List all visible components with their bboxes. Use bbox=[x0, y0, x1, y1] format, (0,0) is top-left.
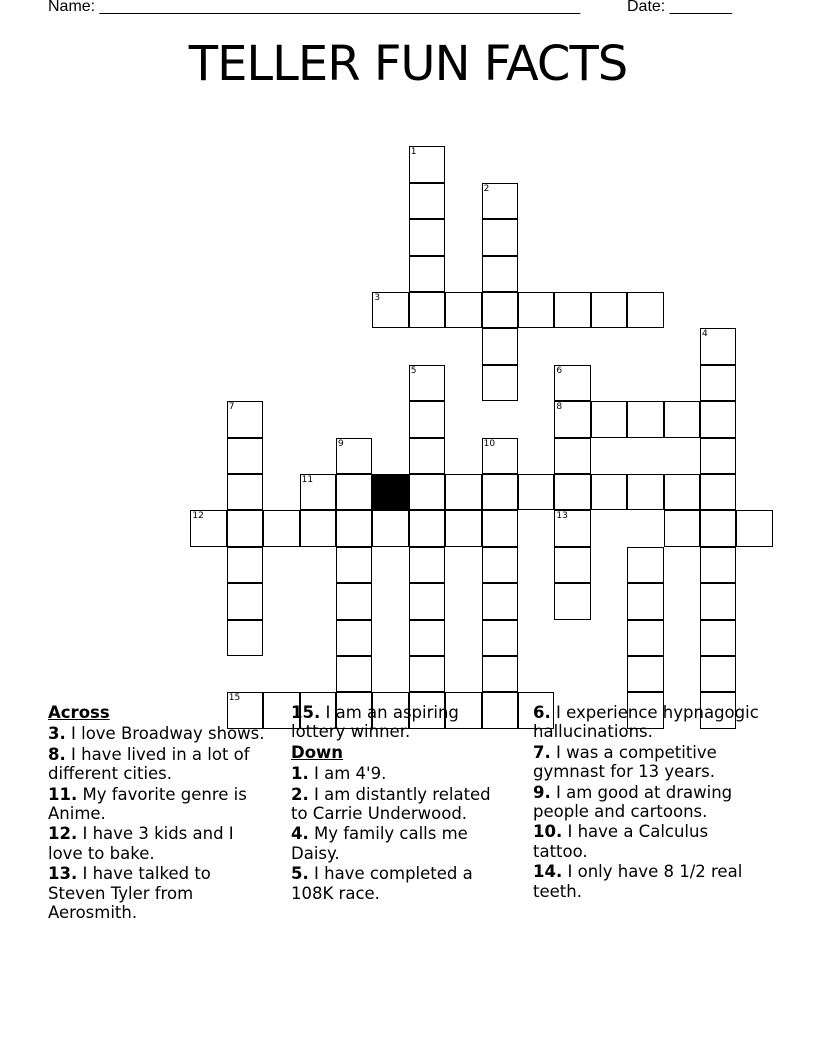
grid-cell[interactable] bbox=[409, 401, 445, 437]
grid-cell[interactable] bbox=[591, 401, 627, 437]
grid-cell[interactable] bbox=[700, 656, 736, 692]
grid-cell[interactable] bbox=[445, 510, 481, 546]
date-field-label: Date: _______ bbox=[627, 0, 732, 15]
clue-number: 2 bbox=[483, 183, 490, 194]
grid-cell[interactable] bbox=[409, 474, 445, 510]
page-title: TELLER FUN FACTS bbox=[188, 36, 628, 92]
grid-cell[interactable] bbox=[409, 656, 445, 692]
clue-column-1 bbox=[48, 703, 273, 923]
clue-down-5: 5. I have completed a 108K race. bbox=[291, 864, 473, 903]
clue-number: 10 bbox=[483, 438, 496, 449]
grid-cell[interactable] bbox=[409, 219, 445, 255]
clue-down-2: 2. I am distantly related to Carrie Underwood. bbox=[291, 784, 491, 824]
down-heading: Down bbox=[291, 742, 344, 762]
grid-cell[interactable] bbox=[336, 438, 372, 474]
grid-cell[interactable] bbox=[482, 183, 518, 219]
grid-cell[interactable] bbox=[700, 583, 736, 619]
clue-down-4: 4. My family calls me Daisy. bbox=[291, 824, 468, 863]
grid-cell[interactable] bbox=[409, 183, 445, 219]
grid-cell[interactable] bbox=[700, 328, 736, 364]
grid-cell[interactable] bbox=[336, 656, 372, 692]
grid-cell[interactable] bbox=[700, 620, 736, 656]
grid-cell[interactable] bbox=[518, 292, 554, 328]
grid-cell[interactable] bbox=[700, 365, 736, 401]
clue-across-13: 13. I have talked to Steven Tyler from Aerosmith. bbox=[48, 864, 211, 923]
grid-cell[interactable] bbox=[227, 620, 263, 656]
grid-cell[interactable] bbox=[554, 438, 590, 474]
clue-number: 5 bbox=[410, 365, 417, 376]
grid-cell[interactable] bbox=[627, 656, 663, 692]
clue-number: 8 bbox=[556, 402, 563, 413]
grid-cell[interactable] bbox=[700, 438, 736, 474]
grid-cell[interactable] bbox=[372, 510, 408, 546]
grid-cell[interactable] bbox=[263, 510, 299, 546]
clue-down-6: 6. I experience hypnagogic hallucinations. bbox=[533, 703, 759, 742]
grid-cell[interactable] bbox=[336, 583, 372, 619]
grid-cell[interactable] bbox=[591, 292, 627, 328]
clue-column-2 bbox=[291, 703, 506, 904]
grid-cell[interactable] bbox=[227, 510, 263, 546]
grid-cell[interactable] bbox=[409, 256, 445, 292]
grid-cell[interactable] bbox=[482, 219, 518, 255]
grid-cell[interactable] bbox=[409, 547, 445, 583]
grid-cell[interactable] bbox=[554, 547, 590, 583]
clue-down-10: 10. I have a Calculus tattoo. bbox=[533, 822, 709, 861]
grid-cell[interactable] bbox=[227, 474, 263, 510]
grid-cell[interactable] bbox=[336, 547, 372, 583]
grid-cell[interactable] bbox=[554, 292, 590, 328]
across-heading: Across bbox=[48, 703, 110, 722]
grid-cell[interactable] bbox=[409, 583, 445, 619]
clue-across-8: 8. I have lived in a lot of different cities. bbox=[48, 744, 250, 784]
grid-cell[interactable] bbox=[227, 583, 263, 619]
clue-across-15: 15. I am an aspiring lottery winner. bbox=[291, 703, 459, 742]
grid-cell[interactable] bbox=[482, 656, 518, 692]
grid-cell[interactable] bbox=[445, 474, 481, 510]
grid-cell[interactable] bbox=[409, 146, 445, 182]
clue-across-12: 12. I have 3 kids and I love to bake. bbox=[48, 824, 234, 863]
clue-number: 9 bbox=[338, 438, 344, 449]
clue-number: 6 bbox=[556, 365, 563, 376]
grid-cell[interactable] bbox=[700, 401, 736, 437]
grid-cell[interactable] bbox=[482, 292, 518, 328]
grid-cell[interactable] bbox=[409, 620, 445, 656]
grid-cell[interactable] bbox=[482, 474, 518, 510]
clue-number: 12 bbox=[192, 511, 204, 522]
clue-number: 13 bbox=[556, 511, 568, 522]
black-cell bbox=[372, 474, 408, 510]
grid-cell[interactable] bbox=[554, 401, 590, 437]
grid-cell[interactable] bbox=[591, 474, 627, 510]
clue-number: 4 bbox=[702, 329, 708, 340]
grid-cell[interactable] bbox=[227, 401, 263, 437]
grid-cell[interactable] bbox=[482, 510, 518, 546]
clue-down-14: 14. I only have 8 1/2 real teeth. bbox=[533, 862, 743, 901]
grid-cell[interactable] bbox=[700, 547, 736, 583]
grid-cell[interactable] bbox=[700, 510, 736, 546]
clue-column-3 bbox=[533, 703, 763, 902]
grid-cell[interactable] bbox=[627, 474, 663, 510]
grid-cell[interactable] bbox=[482, 583, 518, 619]
clue-number: 3 bbox=[374, 293, 381, 303]
clue-number: 15 bbox=[228, 693, 241, 704]
grid-cell[interactable] bbox=[736, 510, 772, 546]
grid-cell[interactable] bbox=[445, 292, 481, 328]
grid-cell[interactable] bbox=[627, 583, 663, 619]
grid-cell[interactable] bbox=[300, 510, 336, 546]
grid-cell[interactable] bbox=[554, 365, 590, 401]
grid-cell[interactable] bbox=[336, 620, 372, 656]
grid-cell[interactable] bbox=[482, 256, 518, 292]
grid-cell[interactable] bbox=[227, 438, 263, 474]
grid-cell[interactable] bbox=[482, 547, 518, 583]
grid-cell[interactable] bbox=[664, 510, 700, 546]
grid-cell[interactable] bbox=[627, 292, 663, 328]
clue-down-9: 9. I am good at drawing people and cartoons. bbox=[533, 782, 733, 822]
name-field-label: Name: ______________________________________________________ bbox=[48, 0, 581, 15]
grid-cell[interactable] bbox=[627, 620, 663, 656]
grid-cell[interactable] bbox=[409, 438, 445, 474]
grid-cell[interactable] bbox=[409, 292, 445, 328]
grid-cell[interactable] bbox=[627, 547, 663, 583]
grid-cell[interactable] bbox=[300, 474, 336, 510]
grid-cell[interactable] bbox=[409, 510, 445, 546]
grid-cell[interactable] bbox=[664, 474, 700, 510]
clue-number: 7 bbox=[228, 402, 235, 413]
grid-cell[interactable] bbox=[554, 510, 590, 546]
grid-cell[interactable] bbox=[482, 438, 518, 474]
grid-cell[interactable] bbox=[482, 328, 518, 364]
grid-cell[interactable] bbox=[227, 547, 263, 583]
grid-cell[interactable] bbox=[336, 474, 372, 510]
clue-across-11: 11. My favorite genre is Anime. bbox=[48, 784, 247, 824]
grid-cell[interactable] bbox=[554, 474, 590, 510]
grid-cell[interactable] bbox=[664, 401, 700, 437]
grid-cell[interactable] bbox=[482, 620, 518, 656]
grid-cell[interactable] bbox=[409, 365, 445, 401]
grid-cell[interactable] bbox=[372, 292, 408, 328]
grid-cell[interactable] bbox=[627, 401, 663, 437]
grid-cell[interactable] bbox=[190, 510, 226, 546]
clue-across-3: 3. I love Broadway shows. bbox=[48, 724, 265, 744]
grid-cell[interactable] bbox=[518, 474, 554, 510]
clue-down-7: 7. I was a competitive gymnast for 13 years. bbox=[533, 742, 717, 782]
grid-cell[interactable] bbox=[554, 583, 590, 619]
clue-number: 1 bbox=[410, 147, 417, 158]
clue-number: 11 bbox=[301, 475, 314, 485]
grid-cell[interactable] bbox=[482, 365, 518, 401]
clue-down-1: 1. I am 4'9. bbox=[291, 764, 387, 784]
grid-cell[interactable] bbox=[700, 474, 736, 510]
grid-cell[interactable] bbox=[336, 510, 372, 546]
